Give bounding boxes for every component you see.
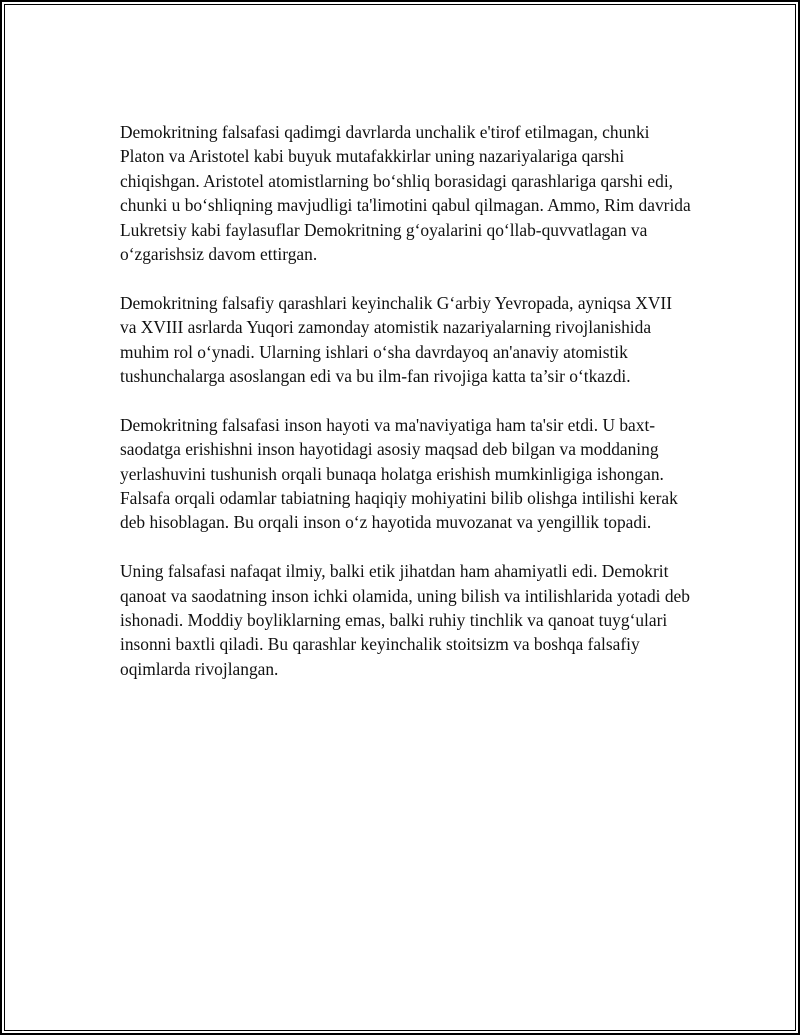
document-body [120,120,692,706]
paragraph-2: Demokritning falsafiy qarashlari keyinchalik G‘arbiy Yevropada, ayniqsa XVII va XVIII asrlarda Yuqori zamonday atomistik nazariyalarning rivojlanishida muhim rol o‘ynadi. Ularning ishlari o‘sha davrdayoq an'anaviy atomistik tushunchalarga asoslangan edi va bu ilm-fan rivojiga katta ta’sir o‘tkazdi. [120,292,672,387]
paragraph-3: Demokritning falsafasi inson hayoti va ma'naviyatiga ham ta'sir etdi. U baxt-saodatga erishishni inson hayotidagi asosiy maqsad deb bilgan va moddaning yerlashuvini tushunish orqali bunaqa holatga erishish mumkinligiga ishongan. Falsafa orqali odamlar tabiatning haqiqiy mohiyatini bilib olishga intilishi kerak deb hisoblagan. Bu orqali inson o‘z hayotida muvozanat va yengillik topadi. [120,414,678,533]
paragraph-1: Demokritning falsafasi qadimgi davrlarda unchalik e'tirof etilmagan, chunki Platon va Aristotel kabi buyuk mutafakkirlar uning nazariyalariga qarshi chiqishgan. Aristotel atomistlarning bo‘shliq borasidagi qarashlariga qarshi edi, chunki u bo‘shliqning mavjudligi ta'limotini qabul qilmagan. Ammo, Rim davrida Lukretsiy kabi faylasuflar Demokritning g‘oyalarini qo‘llab-quvvatlagan va o‘zgarishsiz davom ettirgan. [120,122,691,265]
paragraph-4: Uning falsafasi nafaqat ilmiy, balki etik jihatdan ham ahamiyatli edi. Demokrit qanoat va saodatning inson ichki olamida, uning bilish va intilishlarida yotadi deb ishonadi. Moddiy boyliklarning emas, balki ruhiy tinchlik va qanoat tuyg‘ulari insonni baxtli qiladi. Bu qarashlar keyinchalik stoitsizm va boshqa falsafiy oqimlarda rivojlangan. [120,561,690,679]
